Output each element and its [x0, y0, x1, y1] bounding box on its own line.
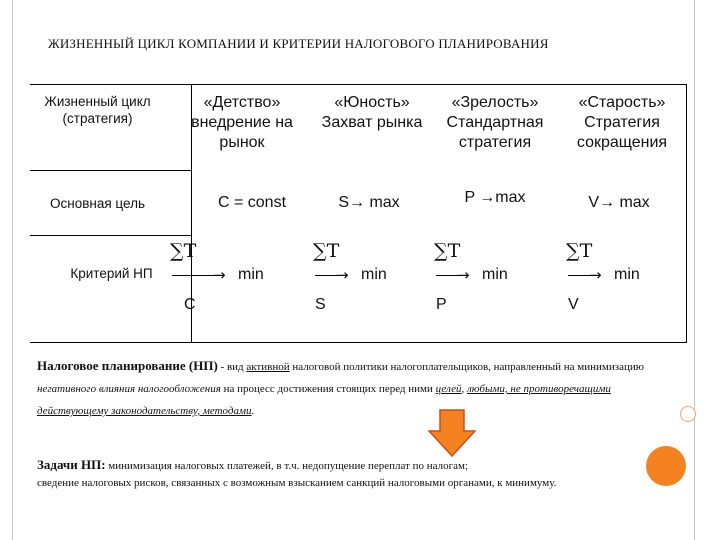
criterion-youth — [313, 240, 433, 320]
stage-maturity — [430, 93, 560, 153]
stage-strategy: Стандартная стратегия — [446, 114, 544, 151]
sum-symbol: ∑T — [434, 240, 461, 262]
stage-old-age — [557, 93, 687, 153]
text-fragment: негативного влияния налогообложения — [37, 383, 221, 395]
min-arrow: → min — [313, 266, 433, 286]
sum-symbol: ∑T — [313, 240, 340, 262]
stage-childhood — [172, 93, 312, 153]
lifecycle-table — [30, 84, 687, 343]
min-arrow: → min — [434, 266, 554, 286]
goal-old-age: V→ max — [588, 194, 650, 211]
row-label-goal: Основная цель — [50, 196, 145, 211]
min-label: min — [482, 266, 508, 283]
tasks-label: Задачи НП: — [37, 457, 106, 472]
stage-strategy: Захват рынка — [321, 114, 423, 131]
slide-frame-right — [694, 0, 695, 540]
stage-strategy: внедрение на рынок — [191, 114, 293, 151]
min-arrow: → min — [566, 266, 686, 286]
tasks-paragraph — [37, 456, 637, 492]
table-row-divider — [30, 170, 191, 171]
task-item: минимизация налоговых платежей, в т.ч. недопущение переплат по налогам; — [105, 460, 469, 472]
min-label: min — [614, 266, 640, 283]
stage-strategy: Стратегия сокращения — [576, 114, 668, 151]
min-label: min — [361, 266, 387, 283]
text-fragment: налоговой политики налогоплательщиков, направленный на минимизацию — [289, 361, 644, 373]
goal-childhood: C = const — [217, 194, 287, 211]
text-fragment: целей — [435, 383, 462, 395]
goal-maturity: P →max — [464, 189, 526, 206]
definition-term: Налоговое планирование (НП) — [37, 358, 218, 373]
decor-circle-outline — [680, 406, 696, 422]
task-item: сведение налоговых рисков, связанных с возможным взысканием санкций налоговыми органами, к минимуму. — [37, 477, 557, 489]
sum-symbol: ∑T — [170, 240, 197, 262]
stage-name: «Зрелость» — [451, 94, 539, 111]
row-label-lifecycle: Жизненный цикл (стратегия) — [44, 94, 151, 126]
text-fragment: , — [461, 383, 467, 395]
text-fragment: активной — [246, 361, 290, 373]
slide-frame-left — [12, 0, 13, 540]
text-fragment: - вид — [217, 361, 247, 373]
table-row-divider — [30, 235, 191, 236]
criterion-variable: P — [436, 296, 447, 313]
criterion-maturity — [434, 240, 554, 320]
sum-symbol: ∑T — [566, 240, 593, 262]
goal-youth: S→ max — [338, 194, 400, 211]
down-arrow-icon — [428, 409, 476, 457]
text-fragment: на процесс достижения стоящих перед ними — [220, 383, 436, 395]
criterion-variable: S — [315, 296, 326, 313]
min-arrow: → min — [170, 266, 290, 286]
stage-youth — [302, 93, 442, 133]
stage-name: «Юность» — [334, 94, 410, 111]
definition-paragraph — [37, 355, 685, 422]
criterion-variable: V — [568, 296, 579, 313]
criterion-old-age — [566, 240, 686, 320]
row-label-criterion: Критерий НП — [70, 266, 153, 281]
slide-title: ЖИЗНЕННЫЙ ЦИКЛ КОМПАНИИ И КРИТЕРИИ НАЛОГОВОГО ПЛАНИРОВАНИЯ — [48, 36, 549, 51]
criterion-variable: C — [184, 296, 196, 313]
text-fragment: . — [251, 405, 255, 417]
stage-name: «Детство» — [203, 94, 281, 111]
min-label: min — [238, 266, 264, 283]
criterion-childhood — [170, 240, 290, 320]
stage-name: «Старость» — [578, 94, 666, 111]
decor-circle-filled — [646, 446, 686, 486]
text-fragment: любыми, не противоречащими действующему законодательству, методами — [37, 383, 611, 417]
